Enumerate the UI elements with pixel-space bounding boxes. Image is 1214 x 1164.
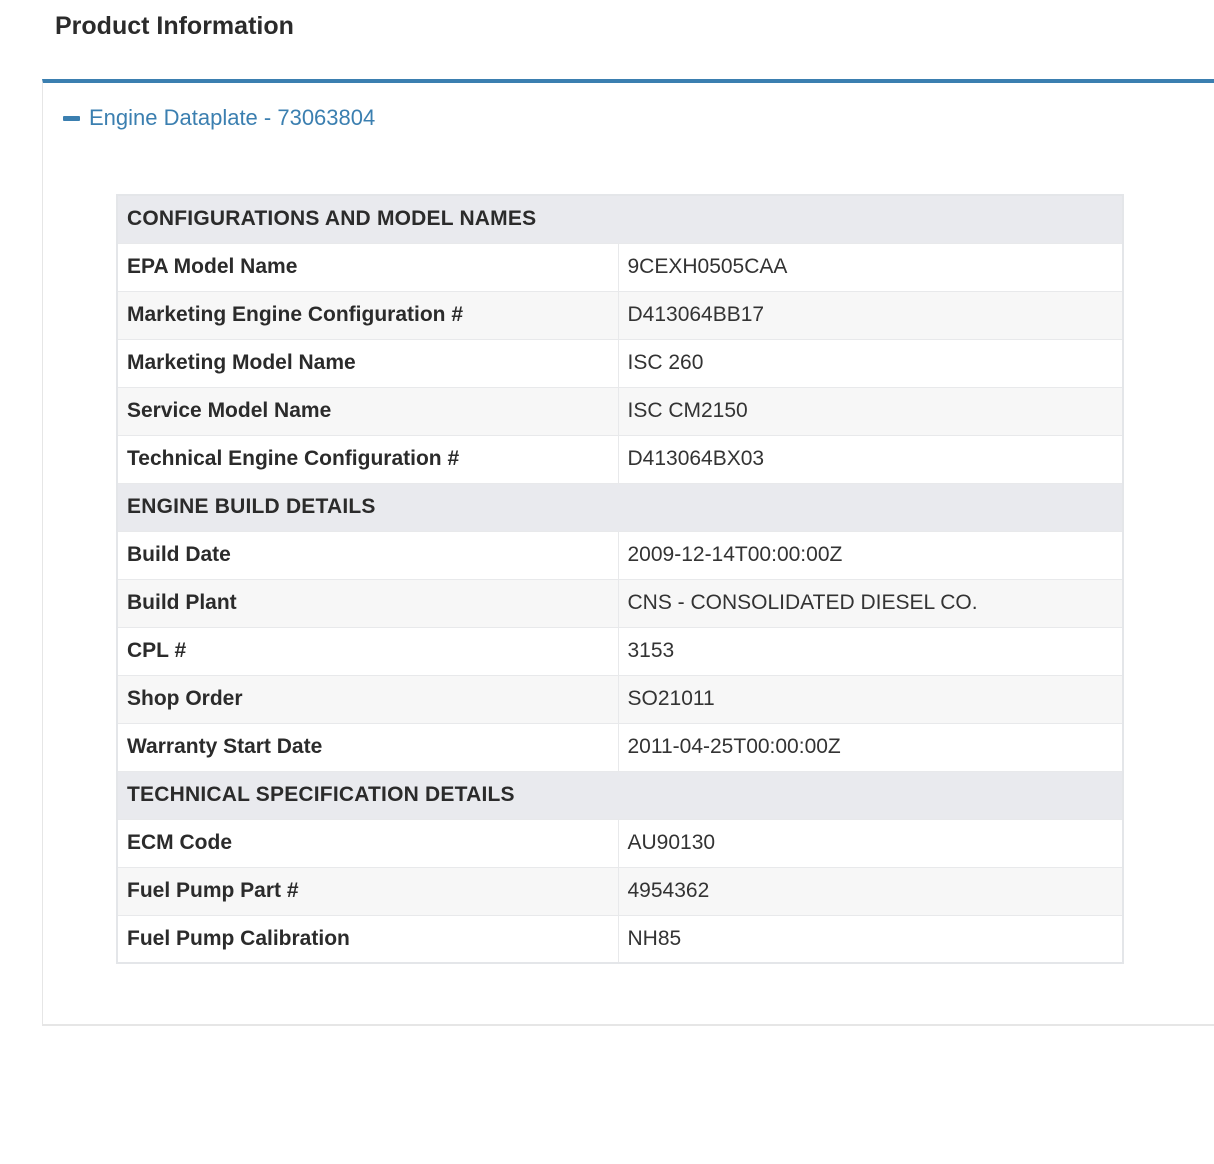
panel-title[interactable]: Engine Dataplate - 73063804 xyxy=(89,105,376,130)
row-label: ECM Code xyxy=(117,819,618,867)
row-label: Warranty Start Date xyxy=(117,723,618,771)
table-row xyxy=(117,531,1123,579)
section-heading: ENGINE BUILD DETAILS xyxy=(117,483,1123,531)
minus-icon[interactable] xyxy=(63,116,80,121)
row-value: NH85 xyxy=(618,915,1123,963)
row-value: 4954362 xyxy=(618,867,1123,915)
row-value: 3153 xyxy=(618,627,1123,675)
dataplate-table xyxy=(116,194,1124,964)
row-value: ISC 260 xyxy=(618,339,1123,387)
row-value: AU90130 xyxy=(618,819,1123,867)
section-header-row xyxy=(117,771,1123,819)
row-value: 2009-12-14T00:00:00Z xyxy=(618,531,1123,579)
row-label: Service Model Name xyxy=(117,387,618,435)
row-label: Build Plant xyxy=(117,579,618,627)
table-row xyxy=(117,675,1123,723)
row-value: D413064BB17 xyxy=(618,291,1123,339)
table-row xyxy=(117,627,1123,675)
row-label: Fuel Pump Calibration xyxy=(117,915,618,963)
section-heading: CONFIGURATIONS AND MODEL NAMES xyxy=(117,195,1123,243)
row-label: Marketing Model Name xyxy=(117,339,618,387)
table-row xyxy=(117,579,1123,627)
table-row xyxy=(117,915,1123,963)
table-row xyxy=(117,243,1123,291)
section-heading: TECHNICAL SPECIFICATION DETAILS xyxy=(117,771,1123,819)
table-row xyxy=(117,723,1123,771)
row-value: ISC CM2150 xyxy=(618,387,1123,435)
table-row xyxy=(117,435,1123,483)
table-row xyxy=(117,867,1123,915)
section-header-row xyxy=(117,483,1123,531)
row-value: CNS - CONSOLIDATED DIESEL CO. xyxy=(618,579,1123,627)
table-row xyxy=(117,819,1123,867)
table-row xyxy=(117,339,1123,387)
table-row xyxy=(117,291,1123,339)
engine-dataplate-toggle[interactable] xyxy=(63,103,375,133)
row-value: SO21011 xyxy=(618,675,1123,723)
engine-dataplate-panel xyxy=(42,79,1214,1026)
row-label: Fuel Pump Part # xyxy=(117,867,618,915)
row-label: Shop Order xyxy=(117,675,618,723)
page-title: Product Information xyxy=(55,12,294,40)
row-label: Build Date xyxy=(117,531,618,579)
row-label: CPL # xyxy=(117,627,618,675)
row-value: 2011-04-25T00:00:00Z xyxy=(618,723,1123,771)
section-header-row xyxy=(117,195,1123,243)
row-label: EPA Model Name xyxy=(117,243,618,291)
table-row xyxy=(117,387,1123,435)
row-label: Marketing Engine Configuration # xyxy=(117,291,618,339)
row-value: 9CEXH0505CAA xyxy=(618,243,1123,291)
row-value: D413064BX03 xyxy=(618,435,1123,483)
row-label: Technical Engine Configuration # xyxy=(117,435,618,483)
